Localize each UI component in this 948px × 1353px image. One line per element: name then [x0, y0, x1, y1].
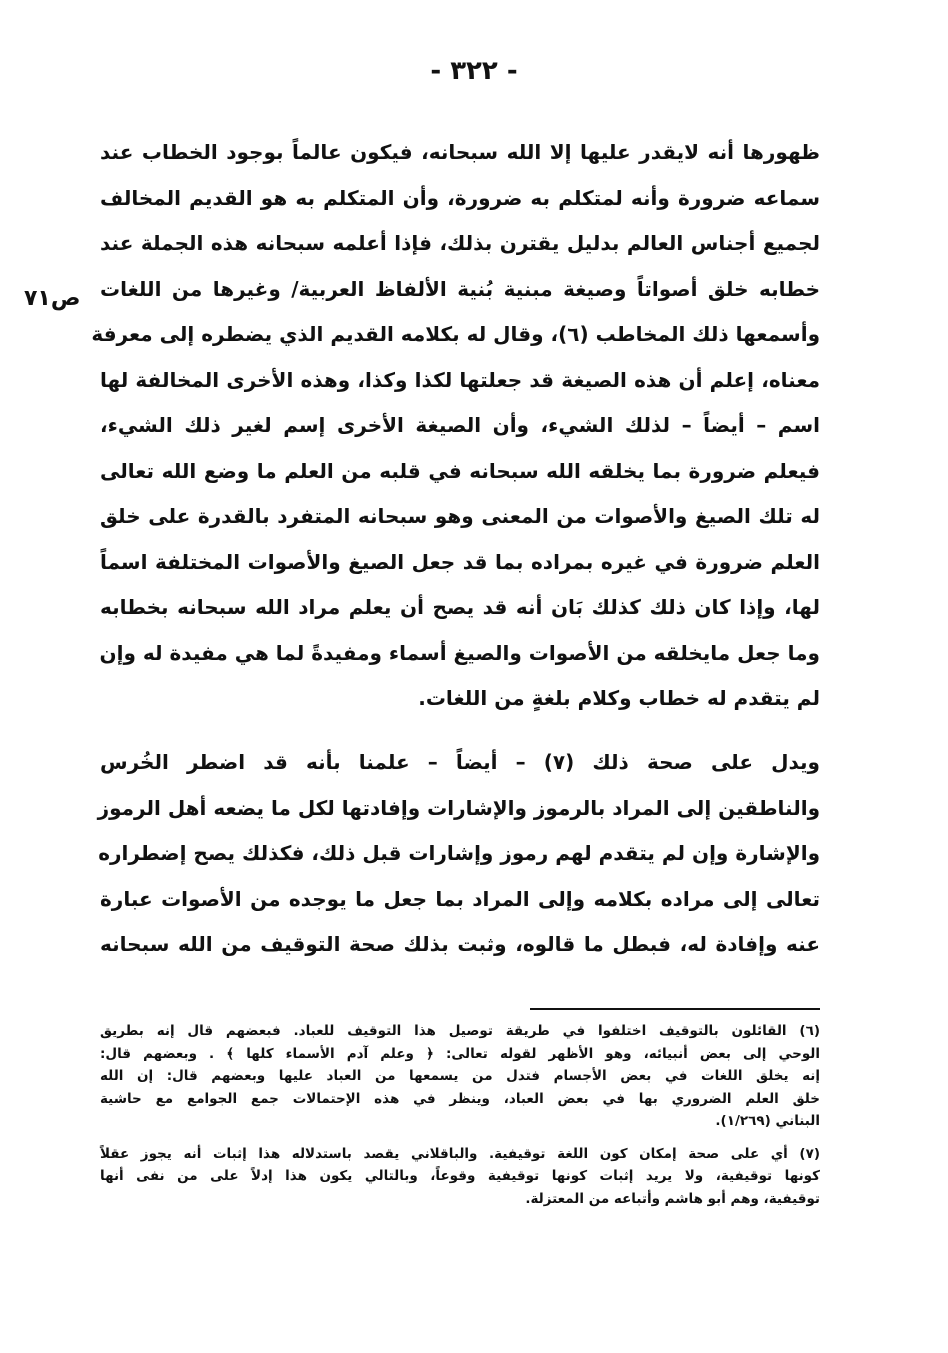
- text-line: له تلك الصيغ والأصوات من المعنى وهو سبحانه المتفرد بالقدرة على خلق: [100, 504, 820, 528]
- text-line: لم يتقدم له خطاب وكلام بلغةٍ من اللغات.: [418, 686, 820, 710]
- footnote-line: (٧) أي على صحة إمكان كون اللغة توقيفية. والباقلاني يقصد باستدلاله هذا إثبات أنه يجوز عقلاً: [100, 1145, 820, 1162]
- text-line: والناطقين إلى المراد بالرموز والإشارات وإفادتها لكل ما يضعه أهل الرموز: [97, 795, 820, 820]
- footnote-line: (٦) القائلون بالتوقيف اختلفوا في طريقة توصيل هذا التوقيف للعباد. فبعضهم قال إنه بطريق: [100, 1023, 820, 1039]
- footnote-line: توقيفية، وهم أبو هاشم وأتباعه من المعتزلة.: [525, 1190, 820, 1207]
- footnote-line: البناني (١/٢٦٩).: [715, 1113, 820, 1129]
- margin-page-reference: ص٧١: [24, 286, 81, 311]
- paragraph-1: [91, 130, 820, 722]
- footnote-7: [100, 1143, 820, 1211]
- footnote-line: الوحي إلى بعض أنبيائه، وهو الأظهر لقوله تعالى: ﴿ وعلم آدم الأسماء كلها ﴾ . وبعضهم قال:: [100, 1045, 820, 1062]
- text-line: ويدل على صحة ذلك (٧) – أيضاً – علمنا بأنه قد اضطر الخُرس: [100, 750, 820, 774]
- text-line: العلم ضرورة في غيره بمراده بما قد جعل الصيغ والأصوات المختلفة اسماً: [100, 549, 820, 574]
- footnote-line: إنه يخلق اللغات في بعض الأجسام فتدل من يسمعها من العباد عليها وبعضهم قال: إن الله: [100, 1068, 820, 1084]
- text-line: سماعه ضرورة وأنه لمتكلم به ضرورة، وأن المتكلم به هو القديم المخالف: [100, 185, 820, 210]
- text-line: فيعلم ضرورة بما يخلقه الله سبحانه في قلبه من العلم ما وضع الله تعالى: [100, 458, 820, 483]
- footnotes: [100, 1020, 820, 1210]
- text-line: معناه، إعلم أن هذه الصيغة قد جعلتها لكذا وكذا، وهذه الأخرى المخالفة لها: [100, 367, 820, 392]
- text-line: اسم – أيضاً – لذلك الشيء، وأن الصيغة الأخرى إسم لغير ذلك الشيء،: [100, 413, 820, 437]
- footnote-separator: [530, 1008, 820, 1010]
- page-number: - ٣٢٢ -: [430, 56, 518, 86]
- paragraph-2: [97, 740, 820, 968]
- text-line: ظهورها أنه لايقدر عليها إلا الله سبحانه، فيكون عالماً بوجود الخطاب عند: [100, 140, 820, 164]
- text-line: لها، وإذا كان ذلك كذلك بَان أنه قد يصح أن يعلم مراد الله سبحانه بخطابه: [100, 595, 820, 619]
- footnote-line: كونها توقيفية، ولا يريد إثبات كونها توقيفية وقوعاً، وبالتالي يكون هذا إدلاً على من نفى أنها: [100, 1168, 820, 1184]
- text-line: وما جعل مايخلقه من الأصوات والصيغ أسماء ومفيدةً لما هي مفيدة له وإن: [99, 640, 820, 665]
- text-line: خطابه خلق أصواتاً وصيغة مبنية بُنية الألفاظ العربية/ وغيرها من اللغات: [100, 276, 820, 301]
- text-line: والإشارة وإن لم يتقدم لهم رموز وإشارات قبل ذلك، فكذلك يصح إضطراره: [98, 841, 820, 865]
- footnote-6: [100, 1020, 820, 1133]
- footnote-line: خلق العلم الضروري بها في بعض العباد، وينظر في هذه الإحتمالات جمع الجوامع مع حاشية: [100, 1090, 820, 1107]
- text-line: لجميع أجناس العالم بدليل يقترن بذلك، فإذا أعلمه سبحانه هذه الجملة عند: [100, 231, 820, 255]
- text-line: تعالى إلى مراده بكلامه وإلى المراد بما جعل ما يوجده من الأصوات عبارة: [100, 886, 820, 911]
- text-line: عنه وإفادة له، فبطل ما قالوه، وثبت بذلك صحة التوقيف من الله سبحانه: [100, 932, 820, 956]
- text-line: وأسمعها ذلك المخاطب (٦)، وقال له بكلامه القديم الذي يضطره إلى معرفة: [91, 322, 820, 346]
